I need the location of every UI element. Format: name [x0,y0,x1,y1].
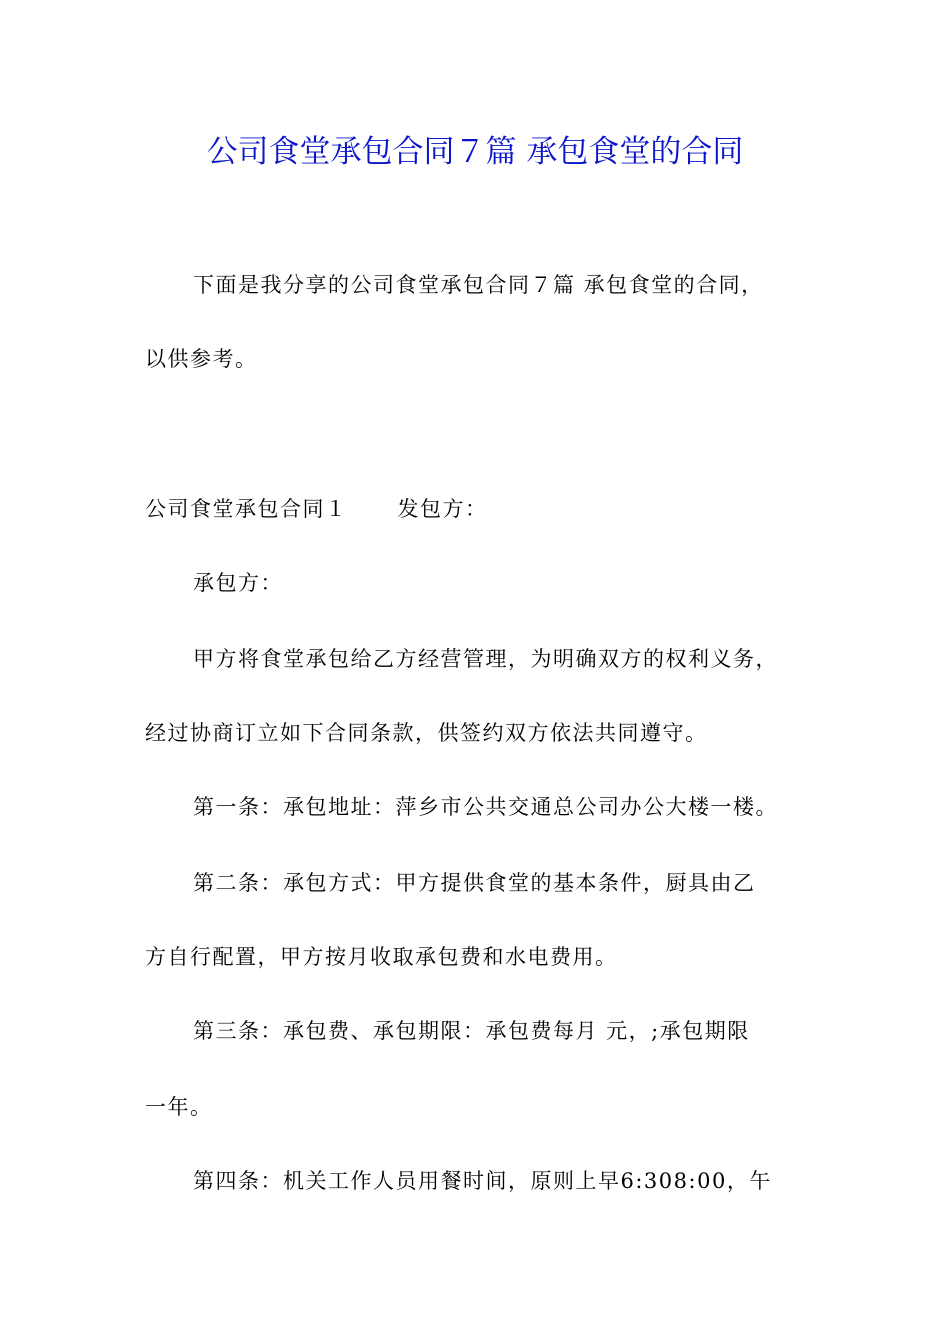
intro-line-2: 以供参考。 [145,347,258,371]
clause-1-line: 第一条：承包地址：萍乡市公共交通总公司办公大楼一楼。 [193,795,778,819]
section-heading-row [145,494,488,524]
clause-4-line: 第四条：机关工作人员用餐时间，原则上早6:308:00，午 [193,1169,772,1193]
paragraph-line: 甲方将食堂承包给乙方经营管理，为明确双方的权利义务， [193,647,778,671]
clause-3-line: 第三条：承包费、承包期限：承包费每月 元，;承包期限 [193,1019,750,1043]
paragraph-line: 经过协商订立如下合同条款，供签约双方依法共同遵守。 [145,721,708,745]
contractor-label: 承包方： [193,571,283,595]
issuer-label: 发包方： [397,497,488,521]
clause-2-line: 第二条：承包方式：甲方提供食堂的基本条件，厨具由乙 [193,871,756,895]
clause-2-line: 方自行配置，甲方按月收取承包费和水电费用。 [145,945,618,969]
section-heading: 公司食堂承包合同１ [145,497,348,521]
intro-line-1: 下面是我分享的公司食堂承包合同７篇 承包食堂的合同， [193,273,764,297]
clause-3-line: 一年。 [145,1095,213,1119]
document-title: 公司食堂承包合同７篇 承包食堂的合同 [206,134,744,170]
